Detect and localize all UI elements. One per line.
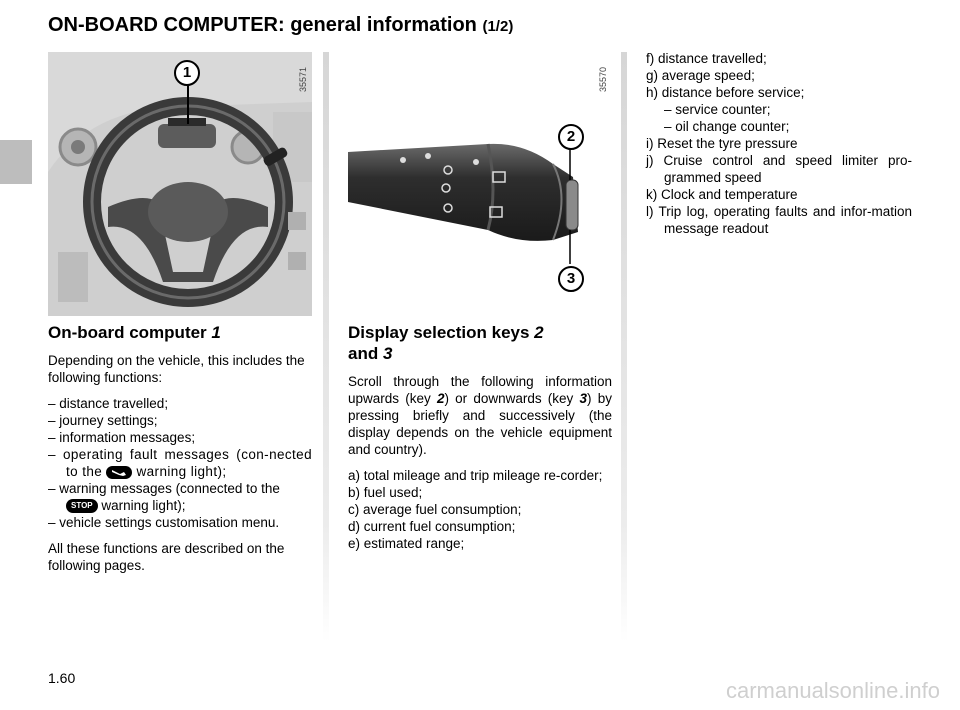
page-number: 1.60 (48, 670, 76, 686)
callout-3: 3 (558, 266, 584, 292)
list-item: g) average speed; (646, 68, 755, 83)
section-display-selection-keys (348, 322, 612, 552)
column-right (646, 50, 912, 237)
list-item: – operating fault messages (con-nected to the warning light); (48, 447, 312, 479)
sub-list-item: – service counter; (664, 102, 771, 117)
figure-code: 35570 (598, 66, 608, 92)
list-item: c) average fuel consumption; (348, 502, 522, 517)
list-item: b) fuel used; (348, 485, 423, 500)
list-item: – information messages; (48, 430, 196, 445)
list-item: – journey settings; (48, 413, 158, 428)
list-item: – distance travelled; (48, 396, 169, 411)
section-heading: Display selection keys 2 and 3 (348, 323, 544, 363)
page-title-text: ON-BOARD COMPUTER: general information (48, 14, 477, 36)
steering-wheel-image (48, 52, 312, 316)
column-divider (621, 52, 627, 642)
callout-2: 2 (558, 124, 584, 150)
list-item: h) distance before service; (646, 85, 805, 100)
stalk-illustration (348, 52, 612, 316)
list-item: f) distance travelled; (646, 51, 767, 66)
section-tab (0, 140, 32, 184)
sub-list-item: – oil change counter; (664, 119, 790, 134)
list-item: a) total mileage and trip mileage re-corder; (348, 468, 603, 483)
figure-code: 35571 (298, 66, 308, 92)
steering-wheel-illustration (48, 52, 312, 316)
list-item: k) Clock and temperature (646, 187, 798, 202)
list-item: e) estimated range; (348, 536, 465, 551)
list-item: l) Trip log, operating faults and infor-mation message readout (646, 204, 912, 236)
page-part: (1/2) (482, 18, 514, 35)
list-item: d) current fuel consumption; (348, 519, 516, 534)
section-intro: Depending on the vehicle, this includes the following functions: (48, 353, 305, 385)
section-heading: On-board computer 1 (48, 323, 221, 342)
section-on-board-computer (48, 322, 312, 574)
list-item: – warning messages (connected to the STOP warning light); (48, 481, 280, 513)
stop-warning-icon: STOP (66, 499, 98, 513)
section-paragraph: Scroll through the following information upwards (key 2) or downwards (key 3) by pressing briefly and successively (the display depends on the vehicle equipment and country). (348, 374, 612, 457)
callout-1: 1 (174, 60, 200, 86)
list-item: i) Reset the tyre pressure (646, 136, 798, 151)
page-title (48, 14, 513, 37)
section-outro: All these functions are described on the following pages. (48, 541, 285, 573)
list-item: – vehicle settings customisation menu. (48, 515, 280, 530)
wrench-warning-icon (106, 466, 132, 479)
list-item: j) Cruise control and speed limiter pro-grammed speed (646, 153, 912, 185)
watermark: carmanualsonline.info (725, 678, 940, 703)
column-divider (323, 52, 329, 642)
